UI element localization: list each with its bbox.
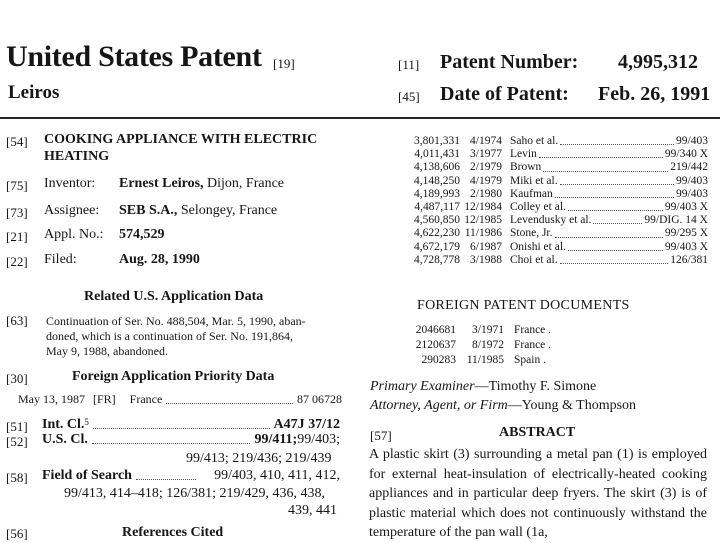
int-cl-code: [51]: [6, 419, 28, 434]
us-patent-row: [396, 135, 708, 148]
date-of-patent-label: Date of Patent:: [440, 83, 569, 105]
us-patent-row: [396, 241, 708, 254]
patent-number: 4,728,778: [414, 253, 460, 266]
us-cl-value-rest: 99/403;: [297, 432, 340, 447]
appl-value: 574,529: [119, 227, 165, 242]
int-cl-label: Int. Cl.: [42, 417, 85, 432]
foreign-patent-row: [404, 338, 551, 353]
patent-class: 99/403 X: [664, 201, 708, 214]
us-patent-row: [396, 227, 708, 240]
abstract-heading: ABSTRACT: [499, 425, 576, 440]
patent-class: 99/295 X: [664, 227, 708, 240]
patent-class: 126/381: [670, 253, 708, 266]
dot-leader: [539, 148, 663, 158]
references-heading: References Cited: [122, 525, 224, 540]
header-divider: [0, 117, 720, 119]
patent-entry: [502, 175, 708, 188]
patent-date: 2/1980: [470, 187, 502, 200]
dot-leader: [593, 214, 642, 224]
us-cl-code: [52]: [6, 434, 28, 449]
patent-inventor: Levendusky et al.: [510, 214, 592, 227]
inventor-label: Inventor:: [44, 176, 96, 191]
primary-examiner-label: Primary Examiner: [370, 379, 475, 394]
search-dot-leader: [136, 468, 196, 480]
assignee-place: Selongey, France: [177, 203, 278, 218]
patent-class: 99/DIG. 14 X: [644, 214, 708, 227]
related-code: [63]: [6, 313, 28, 328]
int-cl-row: [42, 417, 340, 433]
us-patent-row: [396, 254, 708, 267]
patent-class: 99/403: [676, 174, 708, 187]
patent-entry: [502, 188, 708, 201]
patent-date: 12/1984: [464, 201, 502, 214]
attorney-label: Attorney, Agent, or Firm: [370, 398, 508, 413]
abstract-text: A plastic skirt (3) surrounding a metal pan (1) is employed for external heat-insulation of electrically-heated cooking appliances and in particular deep fryers. The skirt (3) is of plastic material which does not continuously withstand the temperature of the pan wall (1a,: [369, 447, 707, 540]
patent-number: 3,801,331: [414, 135, 460, 147]
patent-inventor: Miki et al.: [510, 174, 558, 187]
patent-date: 12/1985: [464, 214, 502, 227]
patent-number: 4,487,117: [414, 201, 460, 214]
foreign-patent-number: 290283: [421, 354, 456, 366]
appl-code: [21]: [6, 229, 28, 244]
patent-date: 11/1986: [464, 227, 502, 240]
primary-examiner: [370, 379, 596, 395]
foreign-priority-code: [30]: [6, 371, 28, 386]
patent-entry: [502, 214, 708, 227]
foreign-patent-date: 8/1972: [472, 339, 504, 351]
assignee-name: SEB S.A.,: [119, 203, 178, 218]
us-patent-row: [396, 201, 708, 214]
patent-entry: [502, 161, 708, 174]
document-title: United States Patent: [6, 40, 262, 73]
patent-number: 4,011,431: [414, 148, 460, 161]
date-of-patent-value: Feb. 26, 1991: [598, 83, 711, 105]
invention-title-line1: COOKING APPLIANCE WITH ELECTRIC: [44, 132, 318, 147]
int-cl-sup: 5: [84, 417, 89, 427]
inventor-code: [75]: [6, 178, 28, 193]
patent-inventor: Stone, Jr.: [510, 227, 553, 240]
patent-class: 99/403: [676, 187, 708, 200]
patent-number-code: [11]: [398, 57, 420, 72]
inventor-value: [119, 176, 284, 192]
us-patent-row: [396, 214, 708, 227]
us-cl-label: U.S. Cl.: [42, 432, 88, 447]
references-code: [56]: [6, 526, 28, 541]
patent-date: 3/1977: [470, 148, 502, 161]
inventor-surname: Leiros: [8, 82, 60, 103]
field-of-search-label: Field of Search: [42, 468, 132, 483]
us-patent-references: [396, 135, 708, 267]
dot-leader: [568, 201, 663, 211]
patent-entry: [502, 241, 708, 254]
abstract-code: [57]: [370, 428, 392, 443]
patent-inventor: Kaufman: [510, 187, 553, 200]
us-patent-row: [396, 188, 708, 201]
patent-number: 4,560,850: [414, 214, 460, 227]
foreign-patent-country: France .: [514, 324, 552, 336]
int-cl-value: A47J 37/12: [273, 417, 340, 432]
patent-entry: [502, 254, 708, 267]
dot-leader: [555, 188, 674, 198]
assignee-label: Assignee:: [44, 203, 100, 218]
patent-number-value: 4,995,312: [618, 51, 698, 73]
field-of-search-code: [58]: [6, 470, 28, 485]
dot-leader: [560, 175, 674, 185]
foreign-patent-number: 2120637: [415, 339, 456, 351]
foreign-patent-row: [404, 353, 551, 368]
filed-value: Aug. 28, 1990: [119, 252, 200, 267]
patent-date: 4/1974: [470, 135, 502, 147]
foreign-priority-row: [18, 392, 342, 407]
field-of-search-value: 99/403, 410, 411, 412,: [214, 468, 340, 483]
patent-inventor: Choi et al.: [510, 253, 558, 266]
filed-label: Filed:: [44, 252, 77, 267]
foreign-patent-number: 2046681: [415, 324, 456, 336]
patent-date: 6/1987: [470, 240, 502, 253]
field-of-search-line3: 439, 441: [288, 503, 337, 518]
attorney-name: —Young & Thompson: [507, 398, 637, 413]
patent-inventor: Saho et al.: [510, 135, 559, 147]
patent-entry: [502, 148, 708, 161]
us-patent-row: [396, 161, 708, 174]
patent-number: 4,148,250: [414, 174, 460, 187]
title-code: [19]: [273, 56, 295, 71]
related-line2: doned, which is a continuation of Ser. No. 191,864,: [46, 329, 293, 343]
foreign-patent-row: [404, 323, 551, 338]
date-code: [45]: [398, 89, 420, 104]
priority-fr-code: [FR]: [93, 392, 116, 406]
patent-number: 4,622,230: [414, 227, 460, 240]
patent-number: 4,672,179: [414, 240, 460, 253]
assignee-value: [119, 203, 277, 219]
field-of-search-row: [42, 468, 340, 484]
patent-number: 4,189,993: [414, 187, 460, 200]
us-cl-line2: 99/413; 219/436; 219/439: [186, 451, 332, 466]
dot-leader: [555, 227, 663, 237]
assignee-code: [73]: [6, 205, 28, 220]
foreign-patent-country: Spain .: [514, 354, 546, 366]
patent-entry: [502, 135, 708, 148]
inventor-name: Ernest Leiros,: [119, 176, 204, 191]
appl-label: Appl. No.:: [44, 227, 104, 242]
foreign-patent-references: [404, 323, 551, 368]
foreign-patent-date: 11/1985: [466, 354, 504, 366]
attorney: [370, 398, 636, 414]
int-cl-dot-leader: [93, 417, 270, 429]
priority-date: May 13, 1987: [18, 392, 85, 406]
title-field-code: [54]: [6, 134, 28, 149]
patent-date: 3/1988: [470, 253, 502, 266]
patent-class: 219/442: [670, 161, 708, 174]
patent-class: 99/340 X: [664, 148, 708, 161]
patent-entry: [502, 201, 708, 214]
patent-date: 2/1979: [470, 161, 502, 174]
patent-inventor: Levin: [510, 148, 537, 161]
related-heading: Related U.S. Application Data: [84, 289, 264, 304]
priority-dot-leader: [166, 392, 293, 404]
patent-number: 4,138,606: [414, 161, 460, 174]
dot-leader: [568, 241, 663, 251]
priority-number: 87 06728: [297, 392, 342, 406]
us-cl-dot-leader: [92, 432, 251, 444]
priority-country: France: [129, 392, 163, 406]
foreign-patent-country: France .: [514, 339, 552, 351]
foreign-patent-date: 3/1971: [472, 324, 504, 336]
inventor-place: Dijon, France: [203, 176, 284, 191]
patent-class: 99/403 X: [664, 240, 708, 253]
field-of-search-line2: 99/413, 414–418; 126/381; 219/429, 436, 438,: [64, 486, 325, 501]
dot-leader: [560, 254, 669, 264]
dot-leader: [560, 135, 674, 145]
related-line1: Continuation of Ser. No. 488,504, Mar. 5, 1990, aban-: [46, 314, 306, 328]
patent-number-label: Patent Number:: [440, 51, 579, 73]
dot-leader: [543, 161, 668, 171]
patent-inventor: Colley et al.: [510, 201, 566, 214]
primary-examiner-name: —Timothy F. Simone: [474, 379, 597, 394]
patent-inventor: Onishi et al.: [510, 240, 566, 253]
foreign-patents-heading: FOREIGN PATENT DOCUMENTS: [417, 298, 630, 313]
invention-title-line2: HEATING: [44, 149, 110, 164]
filed-code: [22]: [6, 254, 28, 269]
us-patent-row: [396, 148, 708, 161]
patent-inventor: Brown: [510, 161, 542, 174]
patent-date: 4/1979: [470, 174, 502, 187]
us-cl-value-bold: 99/411;: [254, 432, 298, 447]
us-patent-row: [396, 175, 708, 188]
us-cl-row: [42, 432, 340, 448]
foreign-priority-heading: Foreign Application Priority Data: [72, 369, 275, 384]
patent-entry: [502, 227, 708, 240]
patent-class: 99/403: [676, 135, 708, 147]
related-line3: May 9, 1988, abandoned.: [46, 344, 168, 358]
